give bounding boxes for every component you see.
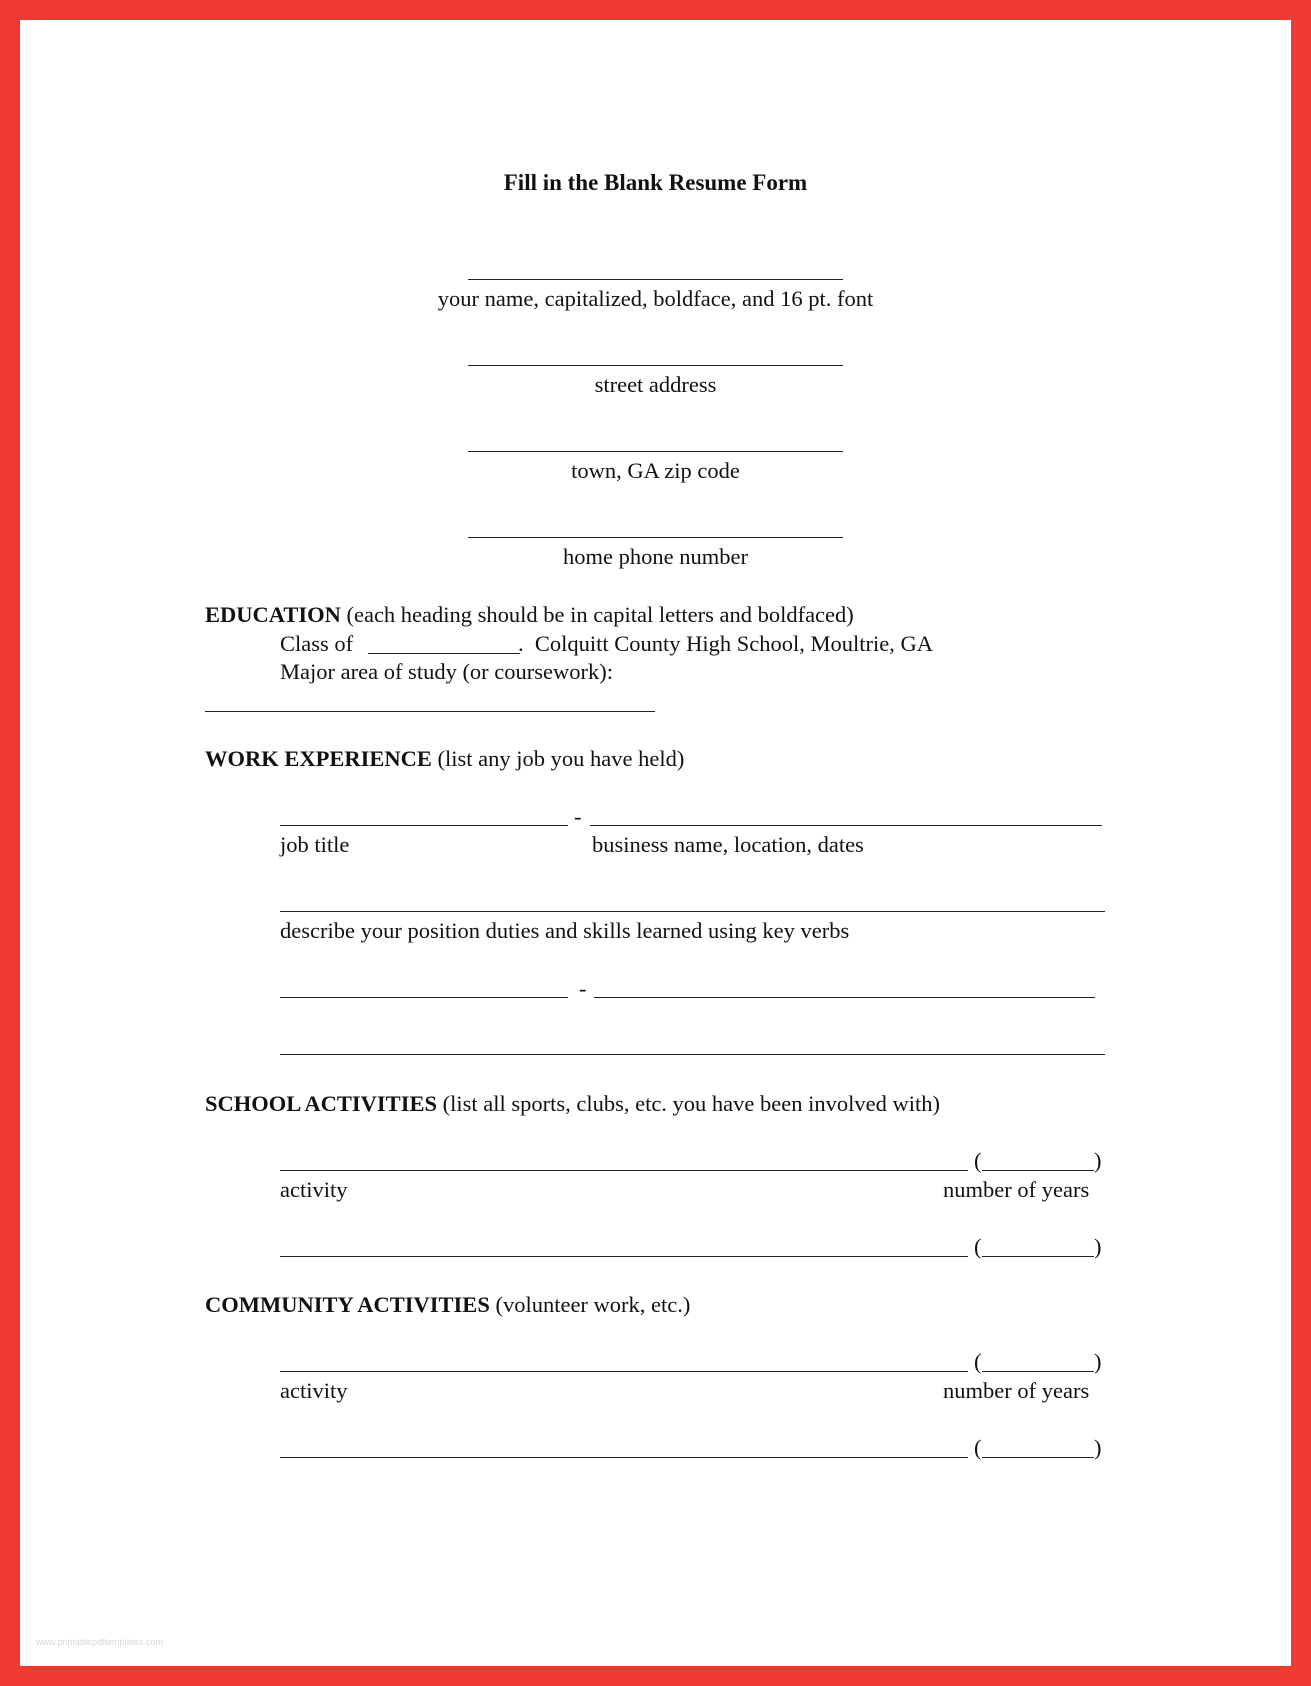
school-activity-blank-line-2[interactable]: [280, 1256, 968, 1257]
community-heading-note: (volunteer work, etc.): [489, 1292, 691, 1317]
community-activity-blank-line[interactable]: [280, 1371, 968, 1372]
school-years-close-paren-2: ): [1094, 1234, 1102, 1259]
duties-blank-line-2[interactable]: [280, 1054, 1105, 1055]
phone-blank-line[interactable]: [468, 537, 843, 538]
street-label: street address: [594, 372, 717, 397]
work-heading: WORK EXPERIENCE: [205, 746, 432, 771]
school-years-blank-line[interactable]: [982, 1170, 1094, 1171]
major-blank-line[interactable]: [205, 711, 655, 712]
town-label: town, GA zip code: [571, 458, 740, 483]
phone-label: home phone number: [563, 544, 748, 569]
school-years-close-paren: ): [1094, 1148, 1102, 1173]
school-activity-blank-line[interactable]: [280, 1170, 968, 1171]
community-years-close-paren-2: ): [1094, 1435, 1102, 1460]
job-title-label: job title: [280, 832, 350, 857]
class-year-blank-line[interactable]: [368, 653, 520, 654]
community-heading-line: [205, 1292, 690, 1318]
duties-blank-line[interactable]: [280, 911, 1105, 912]
school-years-open-paren: (: [974, 1148, 982, 1173]
job-dash: -: [574, 804, 582, 829]
major-label: Major area of study (or coursework):: [280, 659, 614, 684]
education-heading-note: (each heading should be in capital letters and boldfaced): [340, 602, 854, 627]
name-label: your name, capitalized, boldface, and 16 pt. font: [437, 286, 874, 311]
class-of-prefix: Class of: [280, 631, 354, 656]
community-years-blank-line[interactable]: [982, 1371, 1094, 1372]
community-years-open-paren-2: (: [974, 1435, 982, 1460]
community-years-label: number of years: [943, 1378, 1090, 1403]
duties-label: describe your position duties and skills learned using key verbs: [280, 918, 850, 943]
community-years-open-paren: (: [974, 1349, 982, 1374]
job-title-blank-line[interactable]: [280, 825, 568, 826]
business-blank-line-2[interactable]: [594, 997, 1095, 998]
community-activity-blank-line-2[interactable]: [280, 1457, 968, 1458]
business-blank-line[interactable]: [590, 825, 1102, 826]
form-title: Fill in the Blank Resume Form: [503, 170, 808, 195]
job-title-blank-line-2[interactable]: [280, 997, 568, 998]
school-years-label: number of years: [943, 1177, 1090, 1202]
education-heading-line: [205, 602, 854, 628]
work-heading-note: (list any job you have held): [431, 746, 685, 771]
school-years-blank-line-2[interactable]: [982, 1256, 1094, 1257]
school-heading: SCHOOL ACTIVITIES: [205, 1091, 437, 1116]
education-heading: EDUCATION: [205, 602, 341, 627]
school-years-open-paren-2: (: [974, 1234, 982, 1259]
work-heading-line: [205, 746, 684, 772]
business-label: business name, location, dates: [592, 832, 864, 857]
class-of-school: . Colquitt County High School, Moultrie, GA: [518, 631, 934, 656]
community-activity-label: activity: [280, 1378, 348, 1403]
community-heading: COMMUNITY ACTIVITIES: [205, 1292, 490, 1317]
town-blank-line[interactable]: [468, 451, 843, 452]
watermark: www.printablepdftemplates.com: [36, 1637, 164, 1647]
school-heading-line: [205, 1091, 940, 1117]
name-blank-line[interactable]: [468, 279, 843, 280]
community-years-blank-line-2[interactable]: [982, 1457, 1094, 1458]
school-heading-note: (list all sports, clubs, etc. you have been involved with): [436, 1091, 940, 1116]
street-blank-line[interactable]: [468, 365, 843, 366]
job-dash-2: -: [579, 976, 587, 1001]
community-years-close-paren: ): [1094, 1349, 1102, 1374]
school-activity-label: activity: [280, 1177, 348, 1202]
